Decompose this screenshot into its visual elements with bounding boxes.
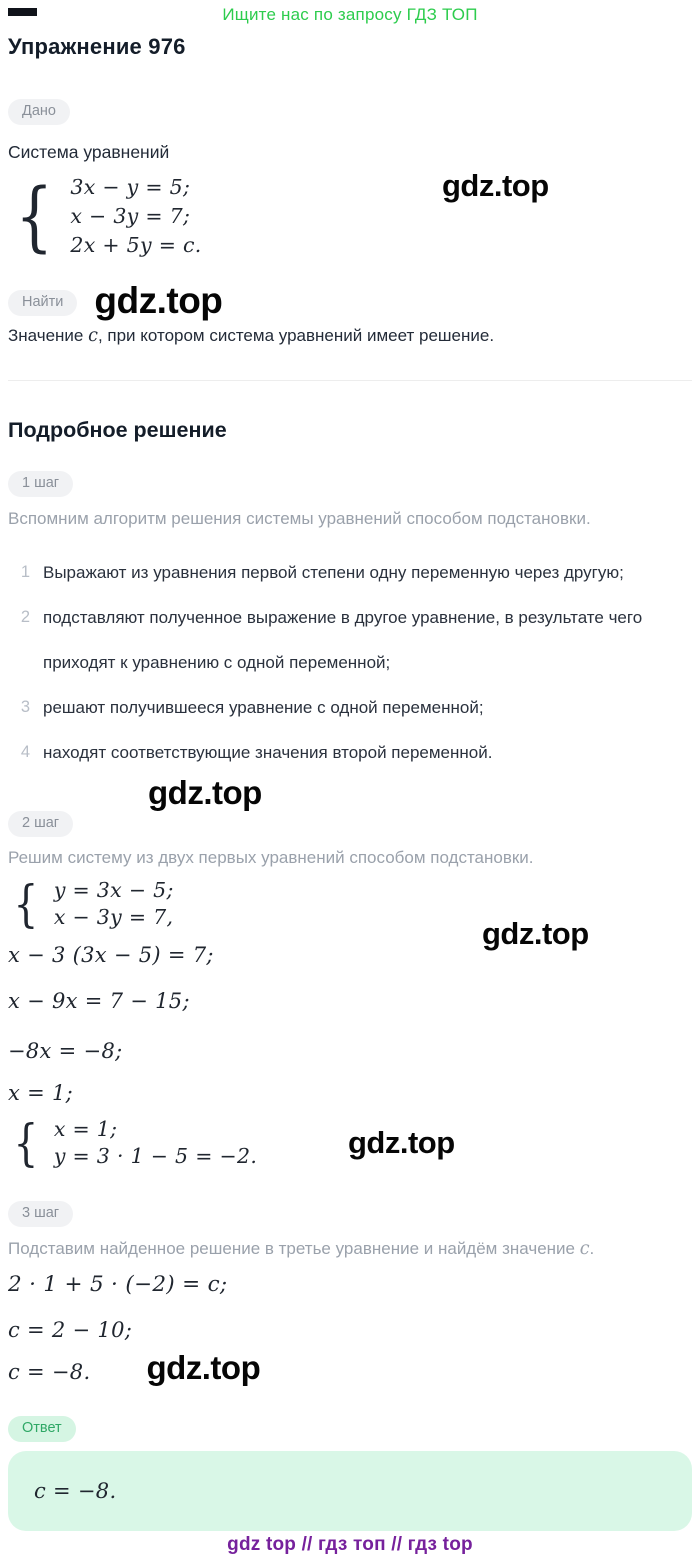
list-number: 3 [20, 698, 30, 716]
solution-title: Подробное решение [8, 418, 227, 442]
step2-badge-row [8, 811, 700, 837]
step1-badge-row [8, 471, 700, 497]
step1-badge: 1 шаг [8, 471, 73, 497]
step2-badge: 2 шаг [8, 811, 73, 837]
step3-intro-prefix: Подставим найденное решение в третье уравнение и найдём значение [8, 1239, 580, 1258]
list-number: 2 [20, 608, 30, 626]
find-badge: Найти [8, 290, 77, 316]
watermark: gdz.top [482, 916, 589, 951]
answer-badge-row [8, 1416, 700, 1442]
page-title: Упражнение 976 [8, 34, 186, 59]
step3-badge-row [8, 1201, 700, 1227]
list-text: подставляют полученное выражение в другое уравнение, в результате чего приходят к уравнению с одной переменной; [43, 608, 643, 672]
corner-mark [8, 8, 37, 16]
system-brace: { [15, 171, 54, 260]
equation: x = 1; [8, 1081, 74, 1105]
step3-intro [8, 1239, 700, 1259]
equation: 2 · 1 + 5 · (−2) = c; [8, 1272, 228, 1297]
watermark: gdz.top [146, 1348, 261, 1386]
given-intro: Система уравнений [8, 142, 170, 162]
find-badge-row [8, 280, 700, 323]
equation: x − 3 (3x − 5) = 7; [8, 943, 214, 967]
equation: x − 3y = 7; [70, 203, 191, 228]
given-system [10, 168, 700, 260]
find-text [8, 326, 700, 346]
variable-c: c [88, 326, 98, 346]
answer-badge: Ответ [8, 1416, 76, 1442]
footer-links[interactable]: gdz top // гдз топ // гдз top [227, 1534, 473, 1555]
list-item [8, 550, 700, 595]
system-brace: { [13, 875, 39, 933]
watermark: gdz.top [442, 168, 549, 203]
list-text: решают получившееся уравнение с одной переменной; [43, 698, 484, 717]
watermark: gdz.top [148, 774, 262, 811]
algorithm-list [8, 550, 700, 775]
answer-box [8, 1451, 692, 1531]
step2-system-lines [54, 877, 174, 931]
list-text: находят соответствующие значения второй переменной. [43, 743, 493, 762]
given-system-lines [70, 173, 201, 260]
watermark: gdz.top [348, 1125, 455, 1160]
answer-value: c = −8. [34, 1479, 117, 1503]
list-text: Выражают из уравнения первой степени одну переменную через другую; [43, 563, 624, 582]
system-brace: { [13, 1114, 39, 1172]
find-text-prefix: Значение [8, 326, 89, 345]
step1-intro: Вспомним алгоритм решения системы уравнений способом подстановки. [8, 509, 591, 528]
final-equation-row [8, 1348, 700, 1391]
list-number: 1 [20, 563, 30, 581]
equation: 3x − y = 5; [70, 174, 191, 199]
equation: x = 1; [53, 1117, 118, 1141]
section-divider [8, 380, 692, 381]
watermark: gdz.top [94, 280, 223, 321]
equation: c = 2 − 10; [8, 1318, 133, 1342]
given-badge-row [8, 99, 700, 125]
step3-intro-suffix: . [589, 1239, 595, 1258]
list-item [8, 730, 700, 775]
find-text-suffix: , при котором система уравнений имеет решение. [97, 326, 495, 345]
list-number: 4 [20, 743, 30, 761]
equation: x − 9x = 7 − 15; [8, 989, 190, 1013]
step2-result-system [10, 1115, 700, 1171]
list-item [8, 685, 700, 730]
list-item [8, 595, 700, 685]
equation: y = 3 · 1 − 5 = −2. [53, 1144, 258, 1168]
variable-c: c [579, 1239, 590, 1259]
step2-result-lines [54, 1116, 257, 1170]
step2-intro: Решим систему из двух первых уравнений способом подстановки. [8, 848, 534, 867]
step3-badge: 3 шаг [8, 1201, 73, 1227]
given-badge: Дано [8, 99, 70, 125]
equation: y = 3x − 5; [53, 878, 174, 902]
equation: c = −8. [8, 1360, 91, 1384]
equation: x − 3y = 7, [53, 905, 174, 929]
equation: 2x + 5y = c. [70, 232, 202, 257]
promo-banner: Ищите нас по запросу ГДЗ ТОП [222, 5, 478, 24]
equation: −8x = −8; [8, 1039, 123, 1063]
step2-system [10, 875, 700, 951]
